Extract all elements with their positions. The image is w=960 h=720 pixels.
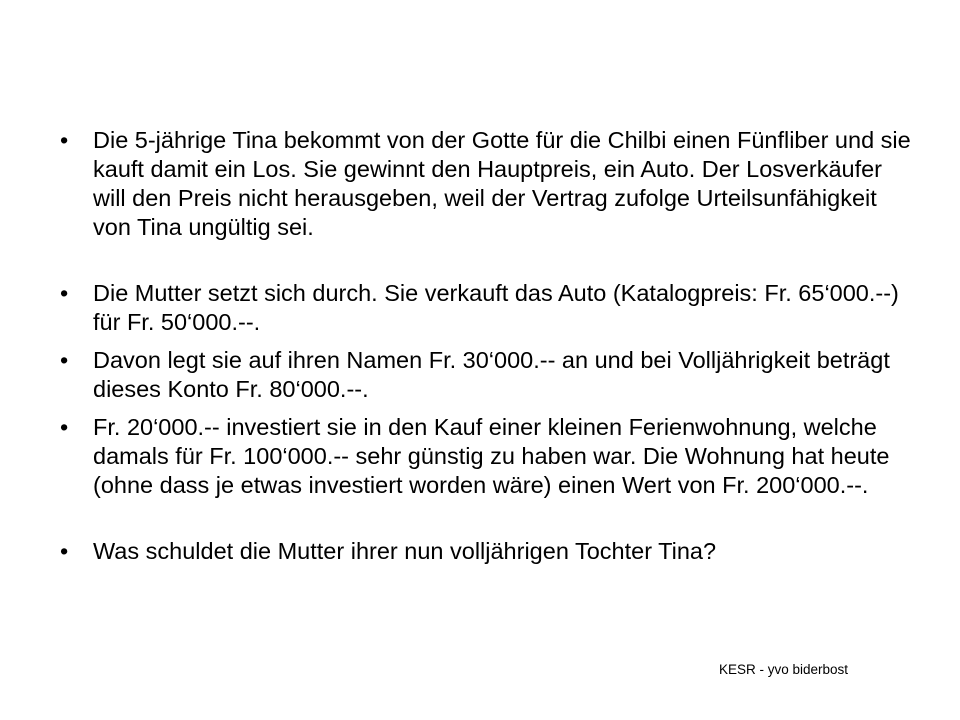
bullet-item-holiday-flat <box>60 413 920 500</box>
bullet-text: Die 5-jährige Tina bekommt von der Gotte für die Chilbi einen Fünfliber und sie kauft damit ein Los. Sie gewinnt den Hauptpreis, ein Auto. Der Losverkäufer will den Preis nicht herausgeben, weil der Vertrag zufolge Urteilsunfähigkeit von Tina ungültig sei. <box>93 127 911 240</box>
bullet-dot-icon: • <box>60 127 69 153</box>
bullet-dot-icon: • <box>60 414 69 440</box>
bullet-item-savings-account <box>60 346 920 404</box>
bullet-text: Davon legt sie auf ihren Namen Fr. 30‘000.-- an und bei Volljährigkeit beträgt dieses Konto Fr. 80‘000.--. <box>93 347 890 402</box>
bullet-item-mother-sells-car <box>60 279 920 337</box>
bullet-dot-icon: • <box>60 347 69 373</box>
bullet-item-question <box>60 537 920 566</box>
bullet-dot-icon: • <box>60 280 69 306</box>
bullet-text: Fr. 20‘000.-- investiert sie in den Kauf einer kleinen Ferienwohnung, welche damals für Fr. 100‘000.-- sehr günstig zu haben war. Die Wohnung hat heute (ohne dass je etwas investiert worden wäre) einen Wert von Fr. 200‘000.--. <box>93 414 890 498</box>
bullet-text: Die Mutter setzt sich durch. Sie verkauft das Auto (Katalogpreis: Fr. 65‘000.--) für Fr. 50‘000.--. <box>93 280 899 335</box>
bullet-list <box>60 126 920 566</box>
bullet-text: Was schuldet die Mutter ihrer nun volljährigen Tochter Tina? <box>93 538 717 564</box>
bullet-dot-icon: • <box>60 538 69 564</box>
bullet-item-tina-case <box>60 126 920 242</box>
slide-footer: KESR - yvo biderbost <box>718 662 848 677</box>
